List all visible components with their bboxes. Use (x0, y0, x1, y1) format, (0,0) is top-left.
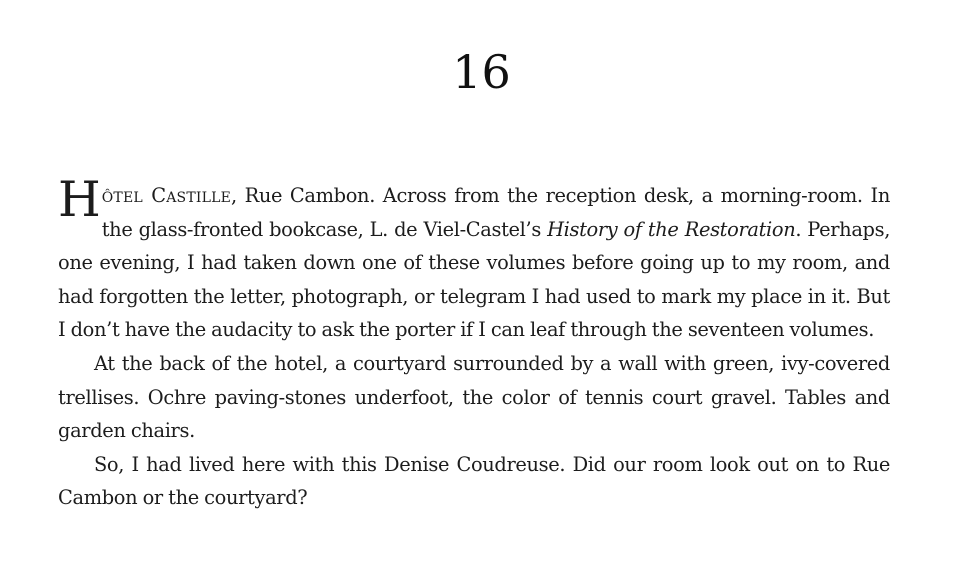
chapter-body (58, 171, 891, 515)
paragraph-2: At the back of the hotel, a courtyard surrounded by a wall with green, ivy-covered trellises. Ochre paving-stones underfoot, the color of tennis court gravel. Tables and garden chairs. (58, 351, 890, 443)
drop-cap-letter: H (58, 171, 101, 228)
paragraph-1-text-a: , Rue Cambon. Across from the reception desk, a morning-room. In the glass-fronted bookcase, L. de Viel-Castel’s (101, 184, 890, 241)
hotel-name-small-caps: ôtel Castille (101, 184, 232, 207)
paragraph-3: So, I had lived here with this Denise Coudreuse. Did our room look out on to Rue Cambon or the courtyard? (58, 452, 890, 510)
paragraph-1 (58, 171, 891, 347)
chapter-number: 16 (452, 45, 511, 99)
book-title: History of the Restoration (547, 217, 796, 241)
paragraph-1-text-b: . Perhaps, one evening, I had taken down one of these volumes before going up to my room, and had forgotten the letter, photograph, or telegram I had used to mark my place in it. But I don’t have the audacity to ask the porter if I can leaf through the seventeen volumes. (58, 217, 891, 342)
